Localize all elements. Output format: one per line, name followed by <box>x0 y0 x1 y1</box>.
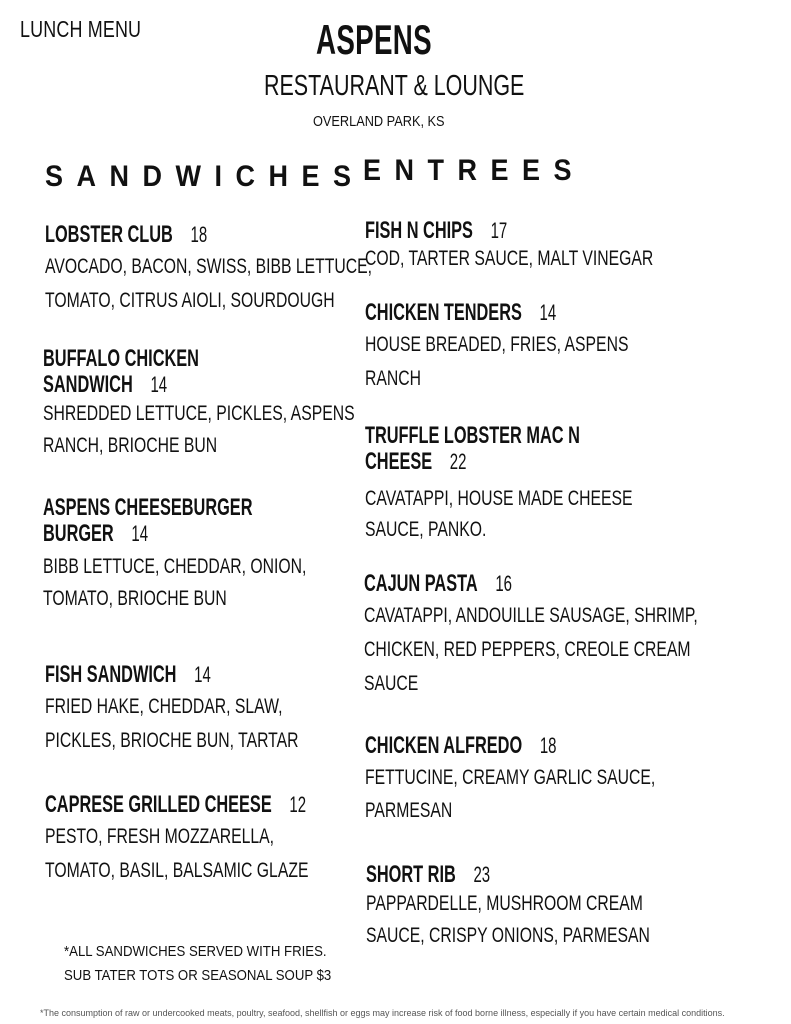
restaurant-subtitle: RESTAURANT & LOUNGE <box>264 70 525 102</box>
sandwich-note: *ALL SANDWICHES SERVED WITH FRIES. SUB TATER TOTS OR SEASONAL SOUP $3 <box>64 943 332 984</box>
item-name: SANDWICH 14 <box>43 371 168 398</box>
menu-type-label: LUNCH MENU <box>20 16 142 42</box>
item-description: FRIED HAKE, CHEDDAR, SLAW, PICKLES, BRIOCHE BUN, TARTAR <box>45 695 299 752</box>
item-description: HOUSE BREADED, FRIES, ASPENS RANCH <box>365 333 629 390</box>
item-price: 17 <box>490 218 508 243</box>
item-price: 14 <box>194 662 211 687</box>
item-description: COD, TARTER SAUCE, MALT VINEGAR <box>365 247 654 270</box>
item-name: TRUFFLE LOBSTER MAC N <box>365 422 580 449</box>
restaurant-name: ASPENS <box>316 16 432 63</box>
item-price: 22 <box>449 449 467 474</box>
menu-item <box>364 571 791 701</box>
item-name: BUFFALO CHICKEN <box>43 345 199 372</box>
item-name: CHICKEN ALFREDO 18 <box>365 732 557 759</box>
item-price: 12 <box>289 792 307 817</box>
item-name: LOBSTER CLUB 18 <box>45 221 208 248</box>
item-description: BIBB LETTUCE, CHEDDAR, ONION, TOMATO, BRIOCHE BUN <box>43 555 307 610</box>
menu-item <box>365 733 752 827</box>
item-name: FISH SANDWICH 14 <box>45 661 211 688</box>
menu-item <box>366 862 744 952</box>
menu-item <box>365 218 749 274</box>
item-description: PESTO, FRESH MOZZARELLA, TOMATO, BASIL, BALSAMIC GLAZE <box>45 825 309 882</box>
item-name: CHICKEN TENDERS 14 <box>365 299 557 326</box>
item-name: FISH N CHIPS 17 <box>365 217 508 244</box>
section-title-sandwiches: SANDWICHES <box>45 160 365 193</box>
menu-item <box>45 662 383 758</box>
item-price: 14 <box>150 372 168 397</box>
menu-item <box>43 495 394 615</box>
item-description: CAVATAPPI, ANDOUILLE SAUSAGE, SHRIMP, CHICKEN, RED PEPPERS, CREOLE CREAM SAUCE <box>364 604 698 695</box>
item-name: CAPRESE GRILLED CHEESE 12 <box>45 791 307 818</box>
item-description: AVOCADO, BACON, SWISS, BIBB LETTUCE, TOMATO, CITRUS AIOLI, SOURDOUGH <box>45 255 373 312</box>
food-safety-disclaimer: *The consumption of raw or undercooked meats, poultry, seafood, shellfish or eggs may increase risk of food borne illness, especially if you have certain medical conditions. <box>40 1008 725 1018</box>
item-name: CAJUN PASTA 16 <box>364 570 512 597</box>
item-name: CHEESE 22 <box>365 448 467 475</box>
restaurant-location: OVERLAND PARK, KS <box>313 113 445 130</box>
item-price: 16 <box>495 571 512 596</box>
item-price: 23 <box>473 862 491 887</box>
item-price: 14 <box>539 300 557 325</box>
item-price: 18 <box>190 222 208 247</box>
item-name: BURGER 14 <box>43 520 149 547</box>
item-price: 14 <box>131 521 149 546</box>
item-description: PAPPARDELLE, MUSHROOM CREAM SAUCE, CRISPY ONIONS, PARMESAN <box>366 892 650 947</box>
item-description: FETTUCINE, CREAMY GARLIC SAUCE, PARMESAN <box>365 766 656 822</box>
item-description: CAVATAPPI, HOUSE MADE CHEESE SAUCE, PANKO. <box>365 487 633 541</box>
item-name: ASPENS CHEESEBURGER <box>43 494 253 521</box>
menu-item <box>365 423 722 545</box>
item-name: SHORT RIB 23 <box>366 861 491 888</box>
item-description: SHREDDED LETTUCE, PICKLES, ASPENS RANCH, BRIOCHE BUN <box>43 402 355 457</box>
menu-item <box>365 300 716 396</box>
section-title-entrees: ENTREES <box>363 154 586 187</box>
item-price: 18 <box>539 733 557 758</box>
